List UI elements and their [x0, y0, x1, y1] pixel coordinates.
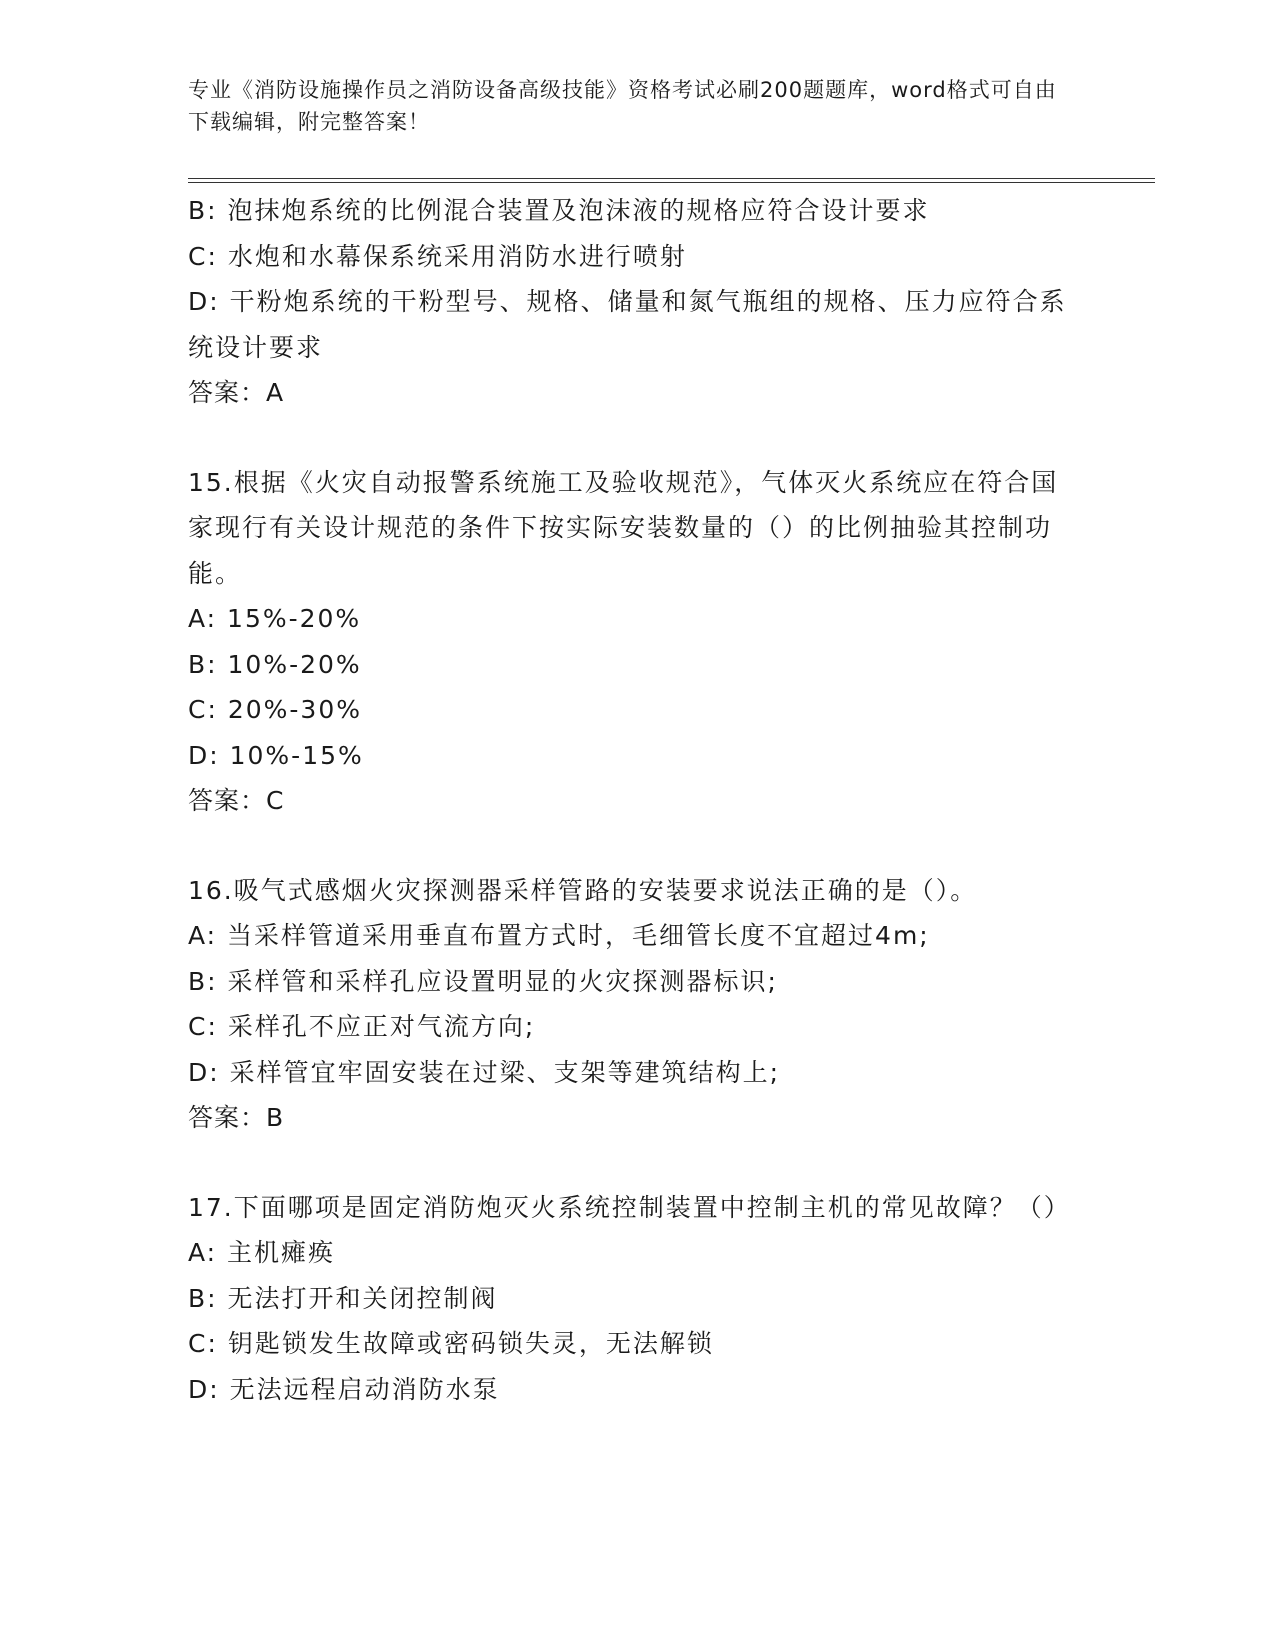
option-a: A: 15%-20% [188, 604, 362, 633]
option-a: A: 主机瘫痪 [188, 1238, 336, 1267]
option-c: C: 钥匙锁发生故障或密码锁失灵，无法解锁 [188, 1329, 714, 1358]
option-d: D: 采样管宜牢固安装在过梁、支架等建筑结构上; [188, 1057, 781, 1087]
option-c: C: 20%-30% [188, 695, 362, 724]
answer: 答案：B [188, 1103, 285, 1132]
question-stem: 17.下面哪项是固定消防炮灭火系统控制装置中控制主机的常见故障？（） [188, 1192, 1071, 1222]
question-14-continued [188, 188, 1068, 416]
option-b: B: 泡抹炮系统的比例混合装置及泡沫液的规格应符合设计要求 [188, 196, 930, 225]
spacer [188, 824, 1068, 868]
option-d: D: 无法远程启动消防水泵 [188, 1374, 500, 1404]
document-header: 专业《消防设施操作员之消防设备高级技能》资格考试必刷200题题库，word格式可自由下载编辑，附完整答案！ [188, 78, 1057, 134]
option-c: C: 水炮和水幕保系统采用消防水进行喷射 [188, 241, 687, 271]
question-16 [188, 868, 1068, 1141]
question-stem: 15.根据《火灾自动报警系统施工及验收规范》，气体灭火系统应在符合国家现行有关设计规范的条件下按实际安装数量的（）的比例抽验其控制功能。 [188, 467, 1059, 588]
question-stem: 16.吸气式感烟火灾探测器采样管路的安装要求说法正确的是（）。 [188, 875, 978, 905]
question-17 [188, 1185, 1071, 1413]
option-d: D: 干粉炮系统的干粉型号、规格、储量和氮气瓶组的规格、压力应符合系统设计要求 [188, 287, 1067, 362]
header-divider [188, 178, 1155, 183]
option-b: B: 10%-20% [188, 649, 362, 679]
option-d: D: 10%-15% [188, 740, 364, 770]
spacer [188, 1141, 1068, 1185]
option-c: C: 采样孔不应正对气流方向; [188, 1012, 536, 1041]
option-a: A: 当采样管道采用垂直布置方式时，毛细管长度不宜超过4m; [188, 921, 930, 950]
question-15 [188, 460, 1068, 824]
answer: 答案：A [188, 378, 285, 407]
option-b: B: 采样管和采样孔应设置明显的火灾探测器标识; [188, 966, 778, 996]
option-b: B: 无法打开和关闭控制阀 [188, 1283, 498, 1313]
answer: 答案：C [188, 786, 285, 815]
document-body [188, 188, 1071, 1412]
spacer [188, 416, 1068, 460]
